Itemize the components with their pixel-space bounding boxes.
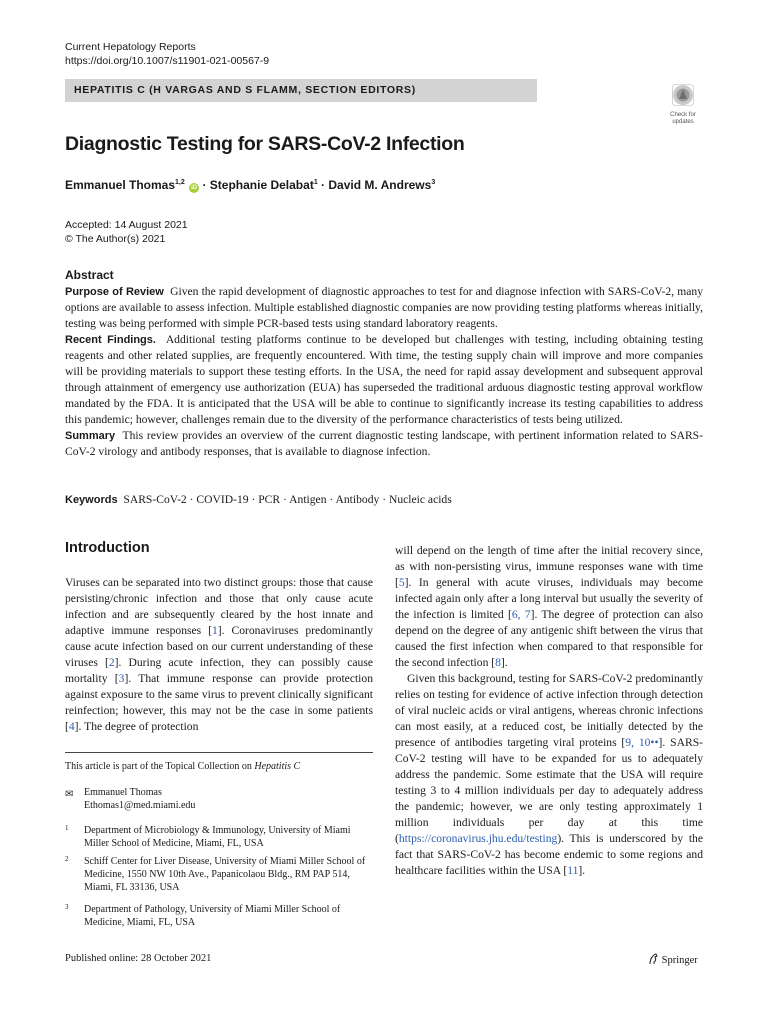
author-separator: ·	[199, 178, 210, 192]
article-title: Diagnostic Testing for SARS-CoV-2 Infection	[65, 133, 465, 155]
check-updates-icon	[672, 84, 694, 106]
footnote-divider	[65, 752, 373, 753]
citation-link[interactable]: 2	[108, 656, 115, 669]
purpose-text: Given the rapid development of diagnostic approaches to test for and diagnose infection with SARS-CoV-2, many options are available to assess infection. Multiple established diagnostic companies are now providing testing platforms whereas initially, testing was being performed with simple PCR-based tests using standard laboratory reagents.	[65, 285, 703, 330]
author-separator: ·	[317, 178, 329, 192]
introduction-heading: Introduction	[65, 540, 150, 556]
citation-link[interactable]: 8	[495, 656, 501, 669]
citation-link[interactable]: 9, 10••	[625, 736, 659, 749]
affiliation-item: 3 Department of Pathology, University of Miami Miller School of Medicine, Miami, FL, USA	[65, 903, 341, 928]
testing-url-link[interactable]: https://coronavirus.jhu.edu/testing	[398, 832, 558, 845]
accepted-date: Accepted: 14 August 2021	[65, 219, 188, 231]
topical-collection-note: This article is part of the Topical Collection on Hepatitis C	[65, 761, 301, 772]
citation-link[interactable]: 3	[118, 672, 125, 685]
citation-link[interactable]: 4	[68, 720, 75, 733]
section-banner: HEPATITIS C (H VARGAS AND S FLAMM, SECTION EDITORS)	[65, 79, 537, 102]
abstract-findings	[65, 332, 703, 428]
summary-label: Summary	[65, 430, 116, 442]
journal-header	[65, 40, 269, 68]
findings-text: Additional testing platforms continue to be developed but challenges with testing, including obtaining testing reagents and other related supplies, are frequently encountered. With time, the testing supply chain will improve and more companies will be providing materials to support these testing efforts. In the USA, the need for rapid assay development and subsequent approval through attainment of emergency use authorization (EUA) has superseded the traditional arduous diagnostic testing approval workflow mandated by the FDA. It is anticipated that the USA will be able to continue to significantly increase its testing capabilities to address this pandemic; however, challenges remain due to the diversity of the performance characteristics of tests being utilized.	[65, 333, 703, 426]
intro-left-column	[65, 575, 373, 735]
springer-horse-icon	[648, 953, 659, 965]
summary-text: This review provides an overview of the current diagnostic testing landscape, with pertinent information related to SARS-CoV-2 virology and antibody responses, that is available to diagnose infection.	[65, 429, 703, 458]
orcid-icon[interactable]: iD	[191, 185, 198, 191]
contact-name: Emmanuel Thomas	[84, 787, 162, 798]
corresponding-author	[65, 786, 373, 812]
contact-email[interactable]: Ethomas1@med.miami.edu	[84, 800, 196, 811]
purpose-label: Purpose of Review	[65, 286, 164, 298]
affiliations	[65, 824, 374, 944]
affiliation-item: 1 Department of Microbiology & Immunology, University of Miami Miller School of Medicine, Miami, FL, USA	[65, 824, 351, 849]
keywords	[65, 493, 452, 506]
author-affiliation: 3	[431, 179, 436, 186]
author-name[interactable]: Emmanuel Thomas	[65, 178, 176, 192]
published-date: Published online: 28 October 2021	[65, 953, 212, 964]
author-list	[65, 178, 435, 193]
author-affiliation: 1,2	[175, 179, 185, 186]
journal-name: Current Hepatology Reports	[65, 41, 196, 53]
publisher-logo	[648, 953, 698, 966]
citation-link[interactable]: 5	[398, 576, 405, 589]
publisher-name: Springer	[661, 955, 698, 966]
affiliation-item: 2 Schiff Center for Liver Disease, University of Miami Miller School of Medicine, 1550 NW 10th Ave., Papanicolaou Bldg., RM PAP 514, Miami, FL 33136, USA	[65, 855, 366, 893]
intro-paragraph-1-continued: will depend on the length of time after the initial recovery since, as with non-persisting virus, immune responses wane with time [5]. In general with acute viruses, individuals may become infected again only after a long interval but usually the severity of the infection is limited [6, 7]. The degree of protection can also depend on the degree of any antigenic shift between the virus that caused the first infection when compared to that responsible for the second infection [8].	[395, 544, 703, 669]
abstract-heading: Abstract	[65, 268, 114, 282]
intro-paragraph-1: Viruses can be separated into two distinct groups: those that cause persisting/chronic infection and those that only cause acute infection and are subsequently cleared by the host innate and adaptive immune responses [1]. Coronaviruses predominantly cause acute infection based on our current understanding of these viruses [2]. During acute infection, they can possibly cause mortality [3]. That immune response can provide protection against exposure to the same virus to prevent clinically significant reinfection; however, this may not be the case in some patients [4]. The degree of protection	[65, 576, 374, 733]
keywords-list: SARS-CoV-2 · COVID-19 · PCR · Antigen · Antibody · Nucleic acids	[123, 493, 452, 506]
abstract-summary	[65, 428, 703, 460]
citation-link[interactable]: 11	[567, 864, 579, 877]
author-affiliation: 1	[313, 179, 318, 186]
check-updates-label: Check for updates	[670, 112, 696, 125]
abstract-purpose	[65, 284, 703, 332]
intro-right-column	[395, 543, 703, 879]
keywords-label: Keywords	[65, 494, 118, 506]
doi-link[interactable]: https://doi.org/10.1007/s11901-021-00567-9	[65, 55, 270, 67]
findings-label: Recent Findings.	[65, 334, 156, 346]
intro-paragraph-2: Given this background, testing for SARS-CoV-2 predominantly relies on testing for evidence of active infection through detection of viral nucleic acids or viral antigens, whereas chronic infections can most easily, at a reduced cost, be initially detected by the presence of antibodies targeting viral proteins [9, 10••]. SARS-CoV-2 testing will have to be expanded for us to adequately address the pandemic. Some estimate that the USA will require testing 3 to 4 million individuals per day to adequately address the pandemic; however, we are only testing approximately 1 million individuals per day at this time (https://coronavirus.jhu.edu/testing). This is underscored by the fact that SARS-CoV-2 has become endemic to some regions and healthcare facilities within the USA [11].	[395, 672, 703, 877]
author-name[interactable]: Stephanie Delabat	[209, 178, 314, 192]
abstract	[65, 267, 703, 460]
author-name[interactable]: David M. Andrews	[328, 178, 432, 192]
envelope-icon: ✉	[65, 789, 74, 800]
copyright-line: © The Author(s) 2021	[65, 233, 166, 245]
article-meta	[65, 218, 188, 246]
topic-name: Hepatitis C	[254, 761, 301, 772]
citation-link[interactable]: 6, 7	[511, 608, 531, 621]
check-for-updates-badge[interactable]	[664, 84, 702, 124]
citation-link[interactable]: 1	[212, 624, 218, 637]
